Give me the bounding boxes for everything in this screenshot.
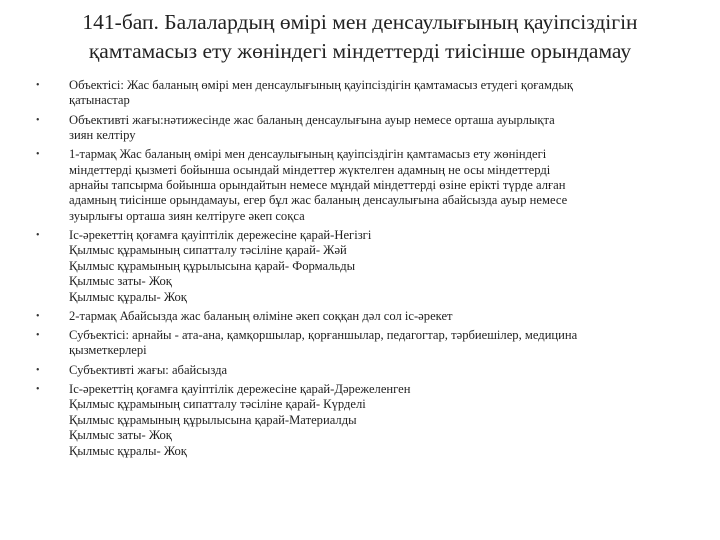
bullet-line: адамның тиісінше орындамауы, егер бұл жас баланың денсаулығына абайсызда ауыр немесе (69, 193, 568, 208)
bullet-item-subjective-side (36, 363, 686, 378)
bullet-line: Объективті жағы:нәтижесінде жас баланың денсаулығына ауыр немесе орташа ауырлықта (69, 112, 555, 127)
bullet-line: қатынастар (69, 93, 130, 108)
bullet-dot-icon: • (36, 114, 40, 126)
bullet-line: 1-тармақ Жас баланың өмірі мен денсаулығының қауіпсіздігін қамтамасыз ету жөніндегі (69, 147, 547, 162)
bullet-line: Субъективті жағы: абайсызда (69, 362, 228, 377)
bullet-item-objective-side (36, 113, 686, 144)
slide-title-line-1: 141-бап. Балалардың өмірі мен денсаулығының қауіпсіздігін (82, 10, 638, 34)
bullet-line: арнайы тапсырма бойынша орындайтын немесе мұндай міндеттерді өзіне ерікті түрде алған (69, 178, 566, 193)
bullet-line: міндеттерді қызметі бойынша осындай міндеттер жүктелген адамның не осы міндеттерді (69, 162, 551, 177)
bullet-dot-icon: • (36, 230, 40, 242)
bullet-dot-icon: • (36, 383, 40, 395)
bullet-item-paragraph-1 (36, 147, 686, 224)
bullet-line: Қылмыс заты- Жоқ (69, 274, 172, 289)
bullet-item-classification-basic (36, 228, 686, 305)
bullet-item-subject (36, 328, 686, 359)
bullet-line: Қылмыс құралы- Жоқ (69, 443, 187, 458)
bullet-list (36, 78, 686, 463)
bullet-item-object (36, 78, 686, 109)
bullet-dot-icon: • (36, 310, 40, 322)
slide-title-line-2: қамтамасыз ету жөніндегі міндеттерді тиісінше орындамау (88, 39, 632, 63)
bullet-line: қызметкерлері (69, 343, 147, 358)
bullet-dot-icon: • (36, 364, 40, 376)
bullet-line: Іс-әрекеттің қоғамға қауіптілік дережесіне қарай-Дәрежеленген (69, 381, 411, 396)
bullet-line: Қылмыс құрамының құрылысына қарай- Формальды (69, 258, 356, 273)
bullet-line: Іс-әрекеттің қоғамға қауіптілік дережесіне қарай-Негізгі (69, 228, 372, 243)
bullet-line: Қылмыс құралы- Жоқ (69, 289, 187, 304)
bullet-line: Қылмыс заты- Жоқ (69, 428, 172, 443)
bullet-line: 2-тармақ Абайсызда жас баланың өліміне әкеп соққан дәл сол іс-әрекет (69, 308, 453, 323)
bullet-line: Объектісі: Жас баланың өмірі мен денсаулығының қауіпсіздігін қамтамасыз етудегі қоғамдық (69, 78, 573, 92)
bullet-line: зиян келтіру (69, 128, 136, 143)
bullet-dot-icon: • (36, 80, 40, 91)
bullet-line: Қылмыс құрамының сипатталу тәсіліне қарай- Күрделі (69, 397, 366, 412)
bullet-line: Қылмыс құрамының сипатталу тәсіліне қарай- Жәй (69, 243, 347, 258)
bullet-line: зуырлығы орташа зиян келтіруге әкеп соқса (69, 208, 305, 223)
bullet-dot-icon: • (36, 149, 40, 161)
bullet-line: Субъектісі: арнайы - ата-ана, қамқоршылар, қорғаншылар, педагогтар, тәрбиешілер, медицина (69, 328, 578, 343)
bullet-dot-icon: • (36, 330, 40, 342)
bullet-item-classification-qualified (36, 382, 686, 459)
slide-title (20, 8, 700, 66)
bullet-item-paragraph-2 (36, 309, 686, 324)
bullet-line: Қылмыс құрамының құрылысына қарай-Материалды (69, 412, 357, 427)
